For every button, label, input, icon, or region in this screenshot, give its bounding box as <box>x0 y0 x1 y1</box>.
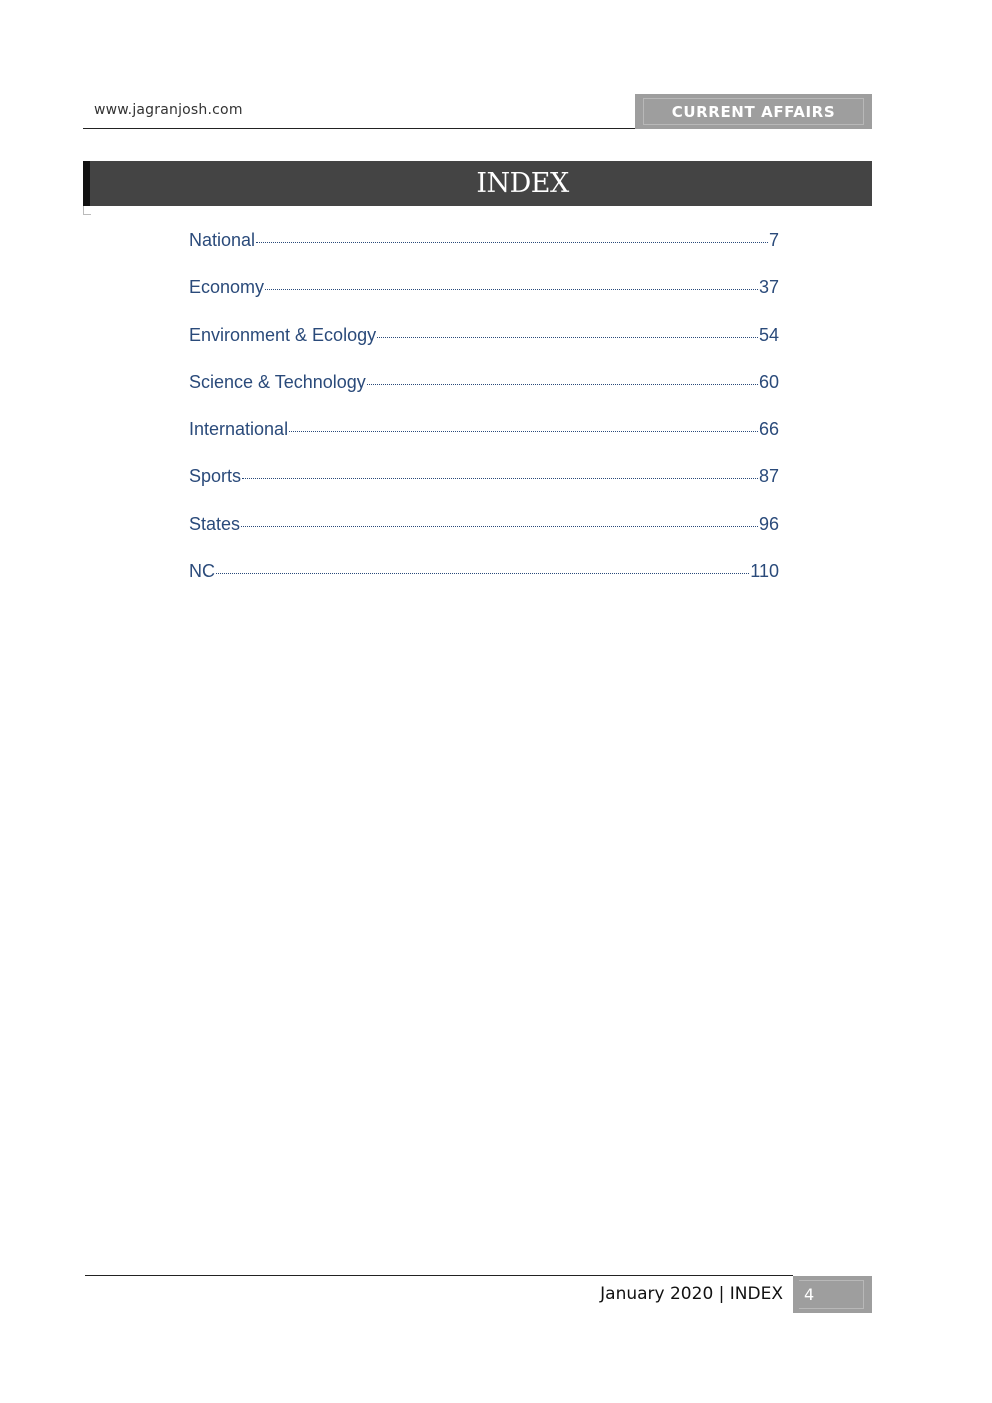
toc-entry-national[interactable] <box>189 230 779 277</box>
toc-page: 87 <box>758 466 779 487</box>
page-title: INDEX <box>476 168 569 199</box>
toc-leader <box>367 384 758 385</box>
toc-label: Environment & Ecology <box>189 324 377 345</box>
toc-entry-sports[interactable] <box>189 466 779 513</box>
toc-entry-states[interactable] <box>189 514 779 561</box>
section-badge-label: CURRENT AFFAIRS <box>671 102 836 121</box>
section-badge-frame <box>643 98 864 125</box>
footer-text: January 2020 | INDEX <box>600 1284 783 1304</box>
toc-leader <box>289 431 758 432</box>
page-number: 4 <box>804 1285 815 1304</box>
table-of-contents <box>189 230 779 608</box>
toc-page: 110 <box>750 561 779 582</box>
toc-entry-nc[interactable] <box>189 561 779 608</box>
toc-leader <box>265 289 758 290</box>
toc-label: Economy <box>189 277 265 298</box>
toc-leader <box>377 337 758 338</box>
toc-page: 7 <box>768 230 779 250</box>
toc-entry-science-technology[interactable] <box>189 372 779 419</box>
toc-entry-environment-ecology[interactable] <box>189 325 779 372</box>
toc-entry-economy[interactable] <box>189 277 779 324</box>
toc-leader <box>256 242 768 243</box>
header-website[interactable]: www.jagranjosh.com <box>94 102 243 118</box>
toc-label: National <box>189 230 256 250</box>
toc-entry-international[interactable] <box>189 419 779 466</box>
toc-page: 60 <box>758 371 779 392</box>
toc-leader <box>242 478 758 479</box>
title-bar-accent <box>83 161 90 206</box>
toc-page: 66 <box>758 419 779 440</box>
section-badge <box>635 94 872 129</box>
toc-label: NC <box>189 561 215 582</box>
toc-label: States <box>189 513 241 534</box>
toc-label: International <box>189 419 289 440</box>
header-divider <box>83 128 636 129</box>
toc-leader <box>241 526 758 527</box>
footer-divider <box>85 1275 793 1276</box>
toc-label: Sports <box>189 466 242 487</box>
footer-page-box <box>793 1276 872 1313</box>
toc-page: 37 <box>758 277 779 298</box>
title-bar-corner-mark <box>83 206 91 215</box>
toc-page: 96 <box>758 513 779 534</box>
toc-leader <box>216 573 749 574</box>
title-bar <box>83 161 872 206</box>
toc-page: 54 <box>758 324 779 345</box>
toc-label: Science & Technology <box>189 371 366 392</box>
